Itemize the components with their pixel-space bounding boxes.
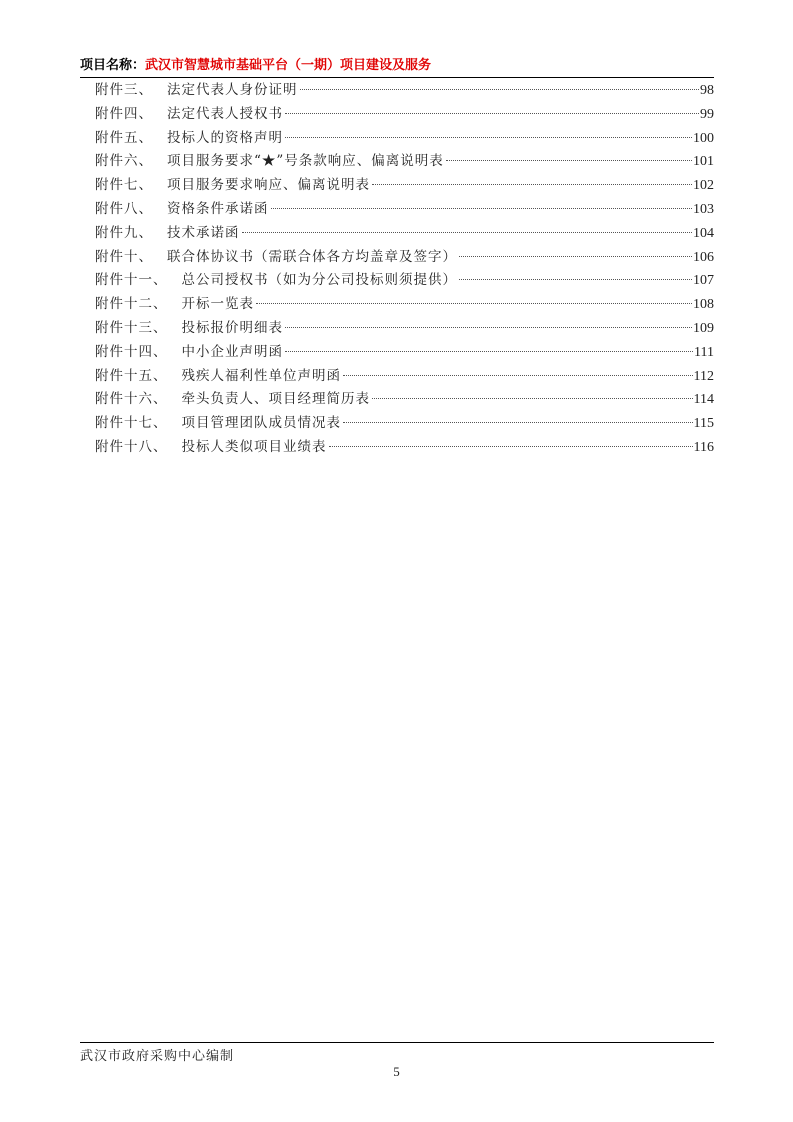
toc-dot-leader <box>372 184 692 185</box>
toc-entry[interactable] <box>95 269 714 293</box>
toc-entry[interactable] <box>95 79 714 103</box>
toc-entry[interactable] <box>95 222 714 246</box>
toc-entry-title: 法定代表人授权书 <box>167 105 283 122</box>
toc-entry[interactable] <box>95 365 714 389</box>
toc-entry[interactable] <box>95 341 714 365</box>
toc-entry-page: 115 <box>693 416 714 432</box>
toc-entry-number: 附件五、 <box>95 129 153 146</box>
toc-dot-leader <box>285 113 699 114</box>
toc-entry-page: 112 <box>693 368 714 384</box>
toc-entry[interactable] <box>95 150 714 174</box>
toc-dot-leader <box>271 208 693 209</box>
toc-dot-leader <box>459 256 692 257</box>
toc-entry[interactable] <box>95 246 714 270</box>
toc-entry[interactable] <box>95 103 714 127</box>
toc-dot-leader <box>242 232 693 233</box>
toc-entry[interactable] <box>95 436 714 460</box>
toc-entry-title: 技术承诺函 <box>167 224 240 241</box>
toc-dot-leader <box>343 375 693 376</box>
toc-entry-title: 牵头负责人、项目经理简历表 <box>181 391 370 408</box>
toc-dot-leader <box>343 422 693 423</box>
toc-entry-number: 附件十七、 <box>95 415 168 432</box>
toc-entry[interactable] <box>95 198 714 222</box>
page-number: 5 <box>393 1064 400 1079</box>
toc-entry-number: 附件十五、 <box>95 367 168 384</box>
toc-entry-page: 114 <box>693 392 714 408</box>
toc-entry-page: 111 <box>694 344 714 360</box>
toc-entry-title: 资格条件承诺函 <box>167 200 269 217</box>
toc-entry-title: 投标人的资格声明 <box>167 129 283 146</box>
toc-entry-number: 附件十二、 <box>95 296 168 313</box>
toc-entry[interactable] <box>95 127 714 151</box>
toc-entry-page: 101 <box>693 154 714 170</box>
toc-entry[interactable] <box>95 174 714 198</box>
toc-entry-title: 联合体协议书（需联合体各方均盖章及签字） <box>167 248 457 265</box>
toc-entry-page: 99 <box>700 106 714 122</box>
page-header <box>80 57 714 78</box>
toc-entry-page: 107 <box>693 273 714 289</box>
toc-entry[interactable] <box>95 388 714 412</box>
toc-entry-number: 附件七、 <box>95 177 153 194</box>
toc-entry-title: 投标人类似项目业绩表 <box>181 438 327 455</box>
toc-dot-leader <box>372 398 693 399</box>
toc-entry-number: 附件十三、 <box>95 319 168 336</box>
toc-entry-number: 附件十八、 <box>95 438 168 455</box>
toc-entry-page: 103 <box>693 201 714 217</box>
toc-entry-number: 附件十一、 <box>95 272 168 289</box>
toc-entry-title: 总公司授权书（如为分公司投标则须提供） <box>181 272 457 289</box>
toc-entry-number: 附件九、 <box>95 224 153 241</box>
toc-entry-page: 108 <box>693 297 714 313</box>
toc-entry-title: 开标一览表 <box>181 296 254 313</box>
toc-entry-page: 100 <box>693 130 714 146</box>
toc-entry-title: 中小企业声明函 <box>181 343 283 360</box>
toc-entry-number: 附件十、 <box>95 248 153 265</box>
toc-dot-leader <box>300 89 700 90</box>
toc-dot-leader <box>285 137 692 138</box>
footer-divider <box>80 1042 714 1043</box>
toc-entry-title: 法定代表人身份证明 <box>167 82 298 98</box>
toc-dot-leader <box>256 303 692 304</box>
toc-dot-leader <box>446 160 692 161</box>
toc-entry-number: 附件八、 <box>95 200 153 217</box>
toc-entry-page: 109 <box>693 320 714 336</box>
toc-entry-title: 项目管理团队成员情况表 <box>181 415 341 432</box>
toc-dot-leader <box>285 351 693 352</box>
project-name: 武汉市智慧城市基础平台（一期）项目建设及服务 <box>145 58 432 73</box>
toc-entry[interactable] <box>95 317 714 341</box>
toc-entry-title: 项目服务要求“★”号条款响应、偏离说明表 <box>167 153 444 170</box>
toc-entry-page: 102 <box>693 178 714 194</box>
toc-entry-page: 106 <box>693 249 714 265</box>
toc-entry-title: 投标报价明细表 <box>181 319 283 336</box>
toc-entry-page: 116 <box>693 439 714 455</box>
toc-entry-title: 残疾人福利性单位声明函 <box>181 367 341 384</box>
toc-entry-number: 附件十六、 <box>95 391 168 408</box>
toc-entry-number: 附件三、 <box>95 82 153 98</box>
toc-dot-leader <box>329 446 693 447</box>
toc-dot-leader <box>285 327 692 328</box>
toc-entry-number: 附件十四、 <box>95 343 168 360</box>
toc-entry-page: 104 <box>693 225 714 241</box>
toc-entry-number: 附件六、 <box>95 153 153 170</box>
project-name-label: 项目名称： <box>80 58 146 73</box>
toc-entry-title: 项目服务要求响应、偏离说明表 <box>167 177 370 194</box>
toc-entry[interactable] <box>95 412 714 436</box>
toc-entry[interactable] <box>95 293 714 317</box>
toc-entry-page: 98 <box>700 83 714 98</box>
footer-text: 武汉市政府采购中心编制 <box>80 1049 235 1064</box>
table-of-contents <box>95 79 714 460</box>
toc-dot-leader <box>459 279 692 280</box>
toc-entry-number: 附件四、 <box>95 105 153 122</box>
